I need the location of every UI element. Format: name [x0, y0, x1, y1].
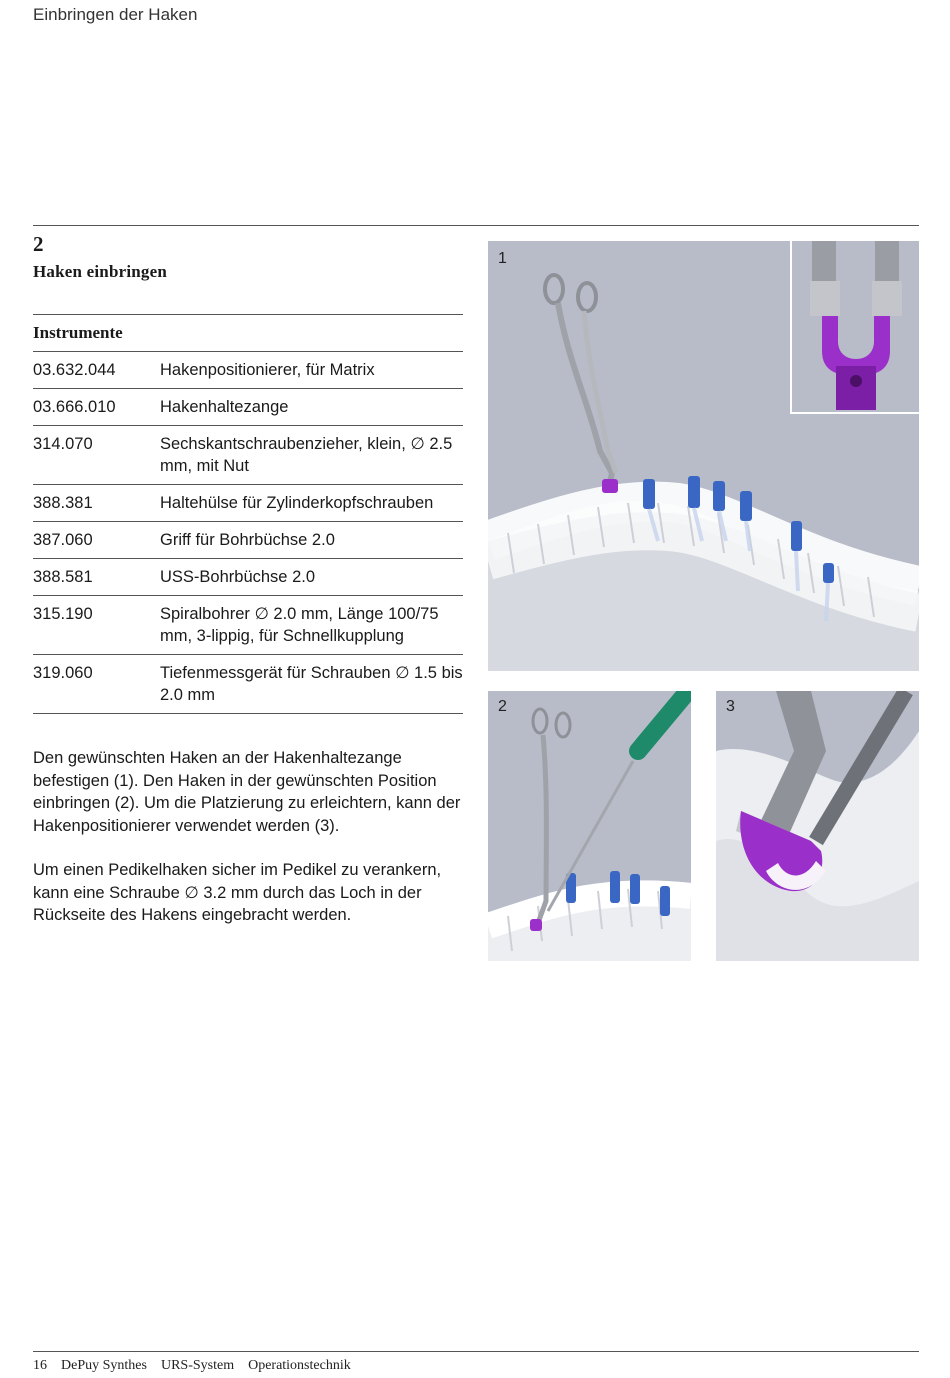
- instrument-row: [33, 352, 463, 389]
- instrument-description: Griff für Bohrbüchse 2.0: [160, 531, 335, 549]
- figure-2-label: 2: [498, 698, 507, 715]
- instrument-row: [33, 485, 463, 522]
- instrument-description: Sechskantschraubenzieher, klein, ∅ 2.5 mm, mit Nut: [160, 435, 453, 475]
- instrument-row: [33, 655, 463, 714]
- footer-brand: DePuy Synthes: [61, 1358, 147, 1373]
- footer-doc-type: Operationstechnik: [248, 1358, 351, 1373]
- instrument-row: [33, 596, 463, 655]
- page-header-title: Einbringen der Haken: [33, 5, 198, 24]
- instrument-description: Hakenpositionierer, für Matrix: [160, 361, 375, 379]
- inset-hook-closeup: [792, 241, 919, 410]
- figure-3-label: 3: [726, 698, 735, 715]
- instrument-row: [33, 426, 463, 485]
- instrument-code: 03.632.044: [33, 361, 116, 379]
- instrument-code: 388.581: [33, 568, 93, 586]
- instrument-row: [33, 559, 463, 596]
- footer-page-number: 16: [33, 1358, 47, 1373]
- instrument-description: Haltehülse für Zylinderkopfschrauben: [160, 494, 434, 512]
- step-number: 2: [33, 232, 44, 256]
- instrument-code: 03.666.010: [33, 398, 116, 416]
- instrument-code: 314.070: [33, 435, 93, 453]
- instrument-row: [33, 522, 463, 559]
- figure-1-inset: [790, 241, 919, 414]
- instrument-description: Tiefenmessgerät für Schrauben ∅ 1.5 bis 2.0 mm: [160, 664, 463, 704]
- figure-3-illustration: [716, 691, 919, 961]
- instrument-description: Spiralbohrer ∅ 2.0 mm, Länge 100/75 mm, 3-lippig, für Schnellkupplung: [160, 605, 439, 645]
- page-footer: [33, 1358, 365, 1374]
- instructions-text: [33, 747, 463, 949]
- instrument-code: 319.060: [33, 664, 93, 682]
- section-divider: [33, 225, 919, 226]
- instruments-table: [33, 314, 463, 714]
- figure-2-hook-insertion: [488, 691, 691, 961]
- instrument-code: 387.060: [33, 531, 93, 549]
- instrument-row: [33, 389, 463, 426]
- footer-divider: [33, 1351, 919, 1352]
- footer-system: URS-System: [160, 1358, 235, 1373]
- figure-1-label: 1: [498, 250, 507, 267]
- instructions-paragraph: Um einen Pedikelhaken sicher im Pedikel zu verankern, kann eine Schraube ∅ 3.2 mm durch das Loch in der Rückseite des Hakens eingebracht werden.: [33, 861, 442, 924]
- instruments-heading: Instrumente: [33, 315, 463, 352]
- instrument-description: Hakenhaltezange: [160, 398, 289, 416]
- instructions-paragraph: Den gewünschten Haken an der Hakenhaltezange befestigen (1). Den Haken in der gewünschten Position einbringen (2). Um die Platzierung zu erleichtern, kann der Hakenpositionierer verwendet werden (3).: [33, 749, 461, 835]
- figure-3-hook-positioner: [716, 691, 919, 961]
- instrument-description: USS-Bohrbüchse 2.0: [160, 568, 316, 586]
- instrument-code: 388.381: [33, 494, 93, 512]
- figure-1-spine-hook-forceps: [488, 241, 919, 671]
- step-title: Haken einbringen: [33, 262, 168, 281]
- instrument-code: 315.190: [33, 605, 93, 623]
- figure-2-illustration: [488, 691, 691, 961]
